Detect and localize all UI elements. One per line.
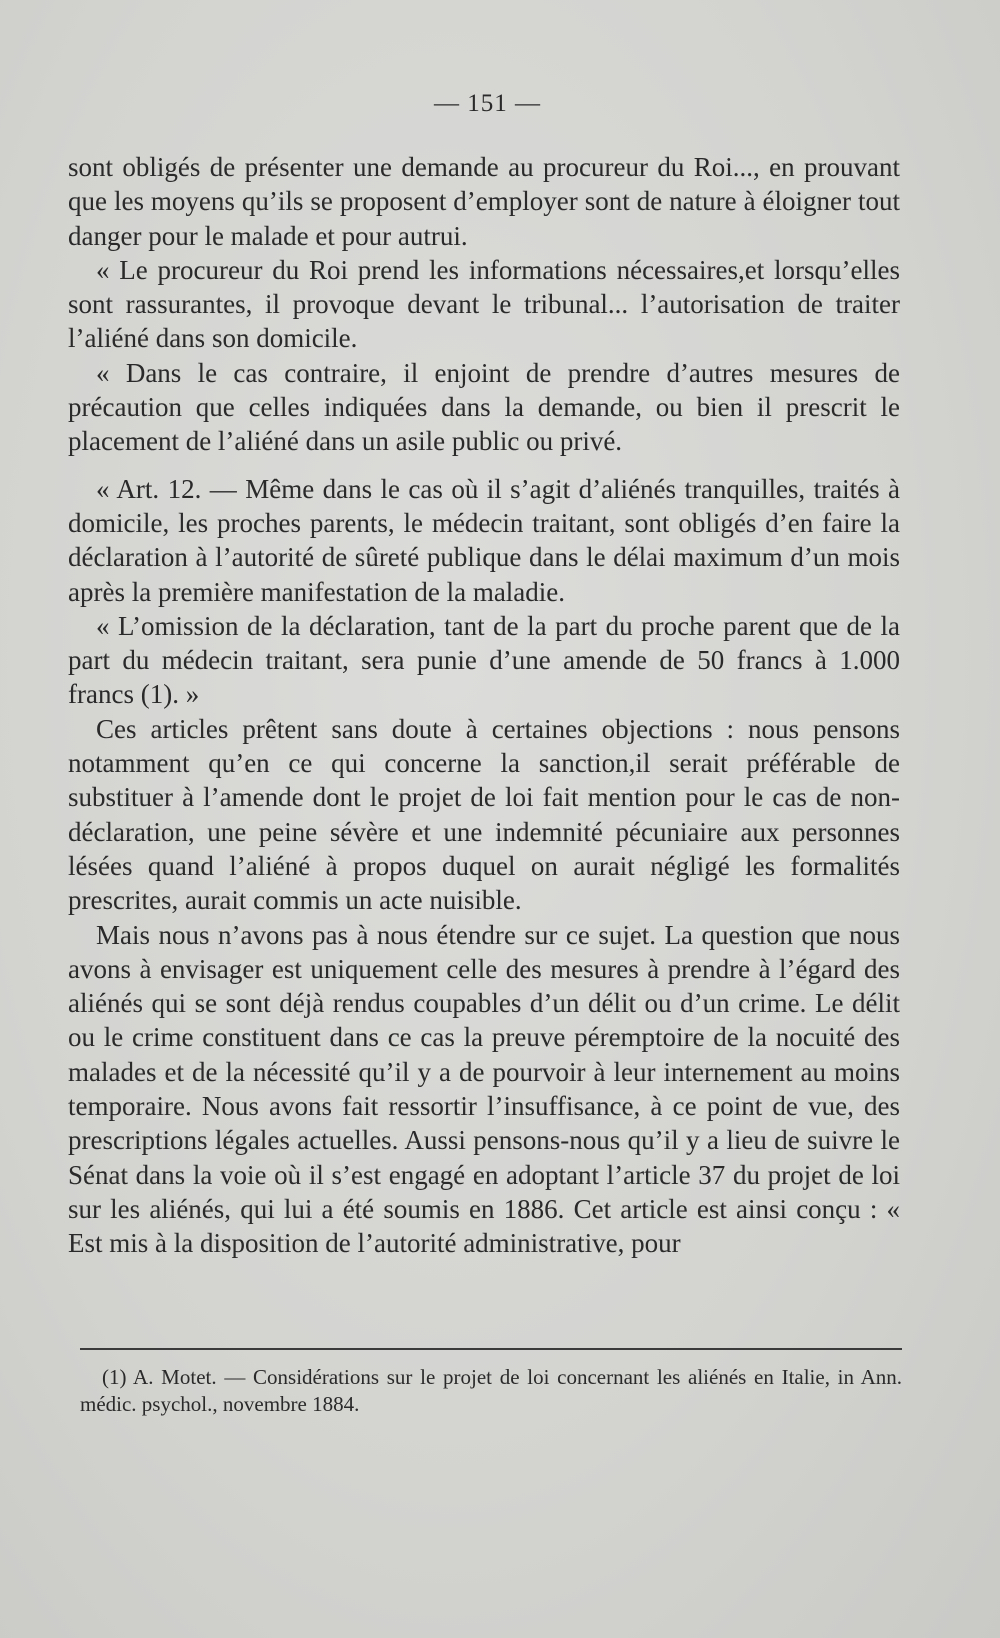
paragraph: « Art. 12. — Même dans le cas où il s’agit d’aliénés tranquilles, traités à domicile, les proches parents, le médecin traitant, sont obligés d’en faire la déclaration à l’autorité de sûreté publique dans le délai maximum d’un mois après la première manifestation de la maladie. [68,473,900,607]
footnote-text: (1) A. Motet. — Considérations sur le projet de loi concernant les aliénés en Italie, in Ann. médic. psychol., novembre 1884. [80,1365,902,1416]
footnote-divider [80,1348,902,1350]
paragraph: Mais nous n’avons pas à nous étendre sur ce sujet. La question que nous avons à envisager est uniquement celle des mesures à prendre à l’égard des aliénés qui se sont déjà rendus coupables d’un délit ou d’un crime. Le délit ou le crime constituent dans ce cas la preuve péremptoire de la nocuité des malades et de la nécessité qu’il y a de pourvoir à leur internement au moins temporaire. Nous avons fait ressortir l’insuffisance, à ce point de vue, des prescriptions légales actuelles. Aussi pensons-nous qu’il y a lieu de suivre le Sénat dans la voie où il s’est engagé en adoptant l’article 37 du projet de loi sur les aliénés, qui lui a été soumis en 1886. Cet article est ainsi conçu : « Est mis à la disposition de l’autorité administrative, pour [68,919,900,1259]
paragraph: « L’omission de la déclaration, tant de la part du proche parent que de la part du médecin traitant, sera punie d’une amende de 50 francs à 1.000 francs (1). » [68,610,900,710]
paragraph: « Dans le cas contraire, il enjoint de prendre d’autres mesures de précaution que celles indiquées dans la demande, ou bien il prescrit le placement de l’aliéné dans un asile public ou privé. [68,357,900,457]
body-text [68,150,900,1261]
paragraph: Ces articles prêtent sans doute à certaines objections : nous pensons notamment qu’en ce qui concerne la sanction,il serait préférable de substituer à l’amende dont le projet de loi fait mention pour le cas de non-déclaration, une peine sévère et une indemnité pécuniaire aux personnes lésées quand l’aliéné à propos duquel on aurait négligé les formalités prescrites, aurait commis un acte nuisible. [68,713,900,916]
paragraph: « Le procureur du Roi prend les informations nécessaires,et lorsqu’elles sont rassurantes, il provoque devant le tribunal... l’autorisation de traiter l’aliéné dans son domicile. [68,254,900,354]
paragraph: sont obligés de présenter une demande au procureur du Roi..., en prouvant que les moyens qu’ils se proposent d’employer sont de nature à éloigner tout danger pour le malade et pour autrui. [68,152,900,251]
page-number: — 151 — [434,90,541,117]
footnote [80,1364,902,1418]
